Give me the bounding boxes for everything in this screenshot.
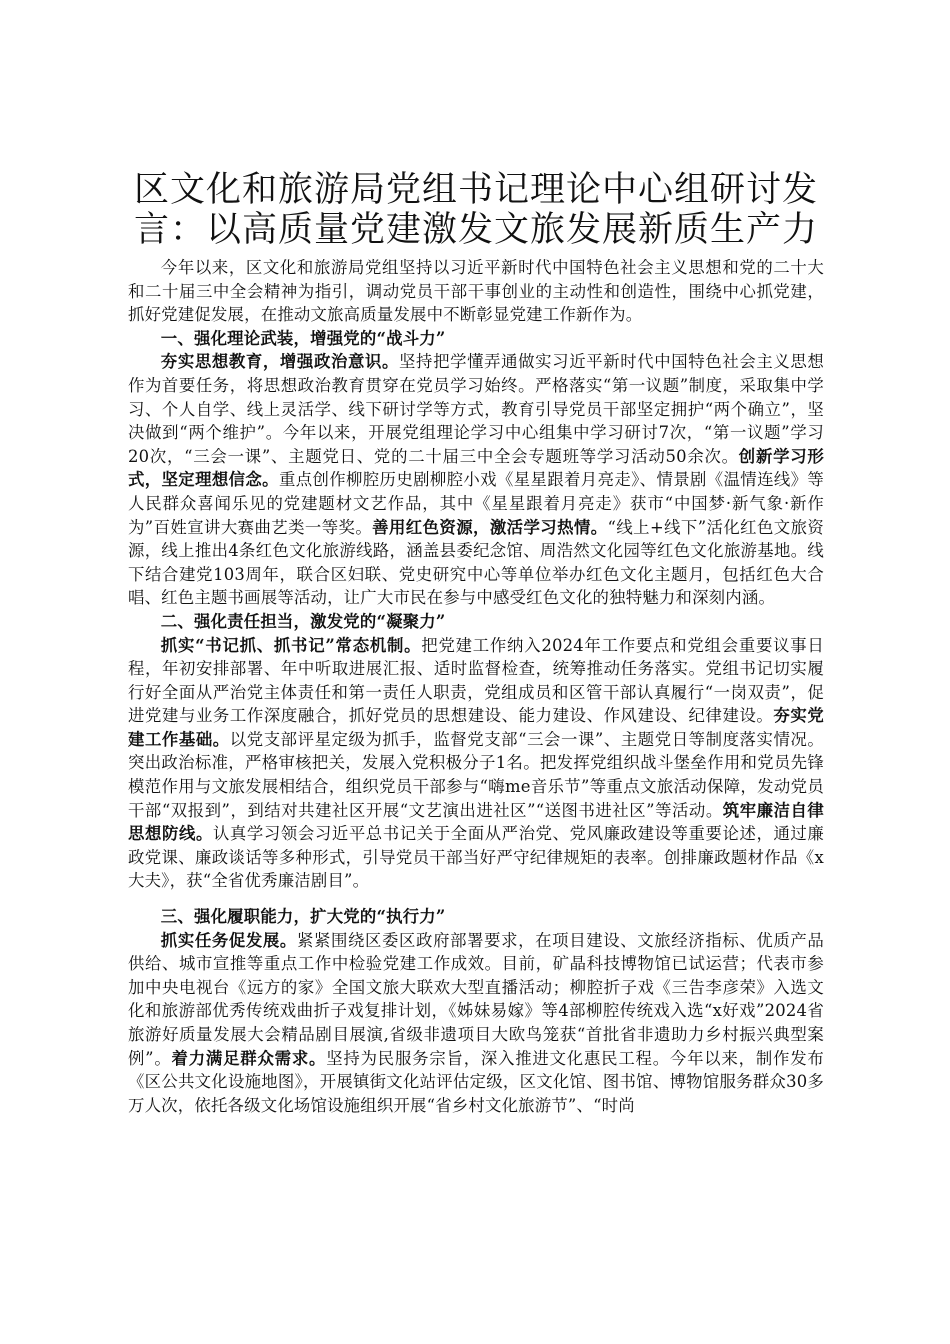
section-3-paragraph: [128, 929, 824, 1118]
section-1-paragraph: [128, 350, 824, 610]
intro-paragraph: 今年以来，区文化和旅游局党组坚持以习近平新时代中国特色社会主义思想和党的二十大和二十届三中全会精神为指引，调动党员干部干事创业的主动性和创造性，围绕中心抓党建，抓好党建促发展，在推动文旅高质量发展中不断彰显党建工作新作为。: [128, 258, 824, 325]
body-text: 把党建工作纳入2024年工作要点和党组会重要议事日程，年初安排部署、年中听取进展汇报、适时监督检查，统筹推动任务落实。党组书记切实履行好全面从严治党主体责任和第一责任人职责，党组成员和区管干部认真履行“一岗双责”，促进党建与业务工作深度融合，抓好党员的思想建设、能力建设、作风建设、纪律建设。: [128, 635, 824, 726]
document-title: 区文化和旅游局党组书记理论中心组研讨发言：以高质量党建激发文旅发展新质生产力: [133, 170, 818, 250]
bold-lead: 抓实任务促发展。: [160, 930, 297, 950]
section-2-paragraph: [128, 634, 824, 894]
bold-lead: 创新学习形式，坚定理想信念。: [128, 446, 824, 490]
section-heading-1: 一、强化理论武装，增强党的“战斗力”: [160, 328, 446, 348]
body-text: 重点创作柳腔历史剧柳腔小戏《星星跟着月亮走》、情景剧《温情连线》等人民群众喜闻乐见的党建题材文艺作品，其中《星星跟着月亮走》获市“中国梦·新气象·新作为”百姓宣讲大赛曲艺类一等奖。: [128, 470, 824, 537]
body-text: 坚持为民服务宗旨，深入推进文化惠民工程。今年以来，制作发布《区公共文化设施地图》，开展镇街文化站评估定级，区文化馆、图书馆、博物馆服务群众30多万人次，依托各级文化场馆设施组织开展“省乡村文化旅游节”、“时尚: [128, 1048, 824, 1115]
bold-lead: 着力满足群众需求。: [171, 1048, 327, 1068]
bold-lead: 善用红色资源，激活学习热情。: [372, 517, 608, 537]
bold-lead: 筑牢廉洁自律思想防线。: [128, 800, 825, 844]
section-heading-2: 二、强化责任担当，激发党的“凝聚力”: [160, 611, 446, 631]
bold-lead: 夯实党建工作基础。: [128, 706, 824, 749]
bold-lead: 抓实“书记抓、抓书记”常态机制。: [160, 635, 422, 655]
section-heading-3: 三、强化履职能力，扩大党的“执行力”: [160, 907, 446, 927]
bold-lead: 夯实思想教育，增强政治意识。: [160, 352, 400, 372]
body-text: 以党支部评星定级为抓手，监督党支部“三会一课”、主题党日等制度落实情况。突出政治标准，严格审核把关，发展入党积极分子1名。把发挥党组织战斗堡垒作用和党员先锋模范作用与文旅发展相结合，组织党员干部参与“嗨me音乐节”等重点文旅活动保障，发动党员干部“双报到”，到结对共建社区开展“文艺演出进社区”“送图书进社区”等活动。: [128, 729, 824, 820]
body-text: 紧紧围绕区委区政府部署要求，在项目建设、文旅经济指标、优质产品供给、城市宣推等重点工作中检验党建工作成效。目前，矿晶科技博物馆已试运营；代表市参加中央电视台《远方的家》全国文旅大联欢大型直播活动；柳腔折子戏《三告李彦荣》入选文化和旅游部优秀传统戏曲折子戏复排计划，《姊妹易嫁》等4部柳腔传统戏入选“x好戏”2024省旅游好质量发展大会精品剧目展演,省级非遗项目大欧鸟笼获“首批省非遗助力乡村振兴典型案例”。: [128, 930, 824, 1068]
body-text: “线上+线下”活化红色文旅资源，线上推出4条红色文化旅游线路，涵盖县委纪念馆、周浩然文化园等红色文化旅游基地。线下结合建党103周年，联合区妇联、党史研究中心等单位举办红色文化主题月，包括红色大合唱、红色主题书画展等活动，让广大市民在参与中感受红色文化的独特魅力和深刻内涵。: [128, 517, 824, 608]
document-page: [128, 170, 824, 1117]
body-text: 坚持把学懂弄通做实习近平新时代中国特色社会主义思想作为首要任务，将思想政治教育贯穿在党员学习始终。严格落实“第一议题”制度，采取集中学习、个人自学、线上灵活学、线下研讨学等方式，教育引导党员干部坚定拥护“两个确立”，坚决做到“两个维护”。今年以来，开展党组理论学习中心组集中学习研讨7次，“第一议题”学习20次，“三会一课”、主题党日、党的二十届三中全会专题班等学习活动50余次。: [128, 352, 824, 466]
body-text: 认真学习领会习近平总书记关于全面从严治党、党风廉政建设等重要论述，通过廉政党课、廉政谈话等多种形式，引导党员干部当好严守纪律规矩的表率。创排廉政题材作品《x大夫》，获“全省优秀廉洁剧目”。: [128, 824, 825, 891]
